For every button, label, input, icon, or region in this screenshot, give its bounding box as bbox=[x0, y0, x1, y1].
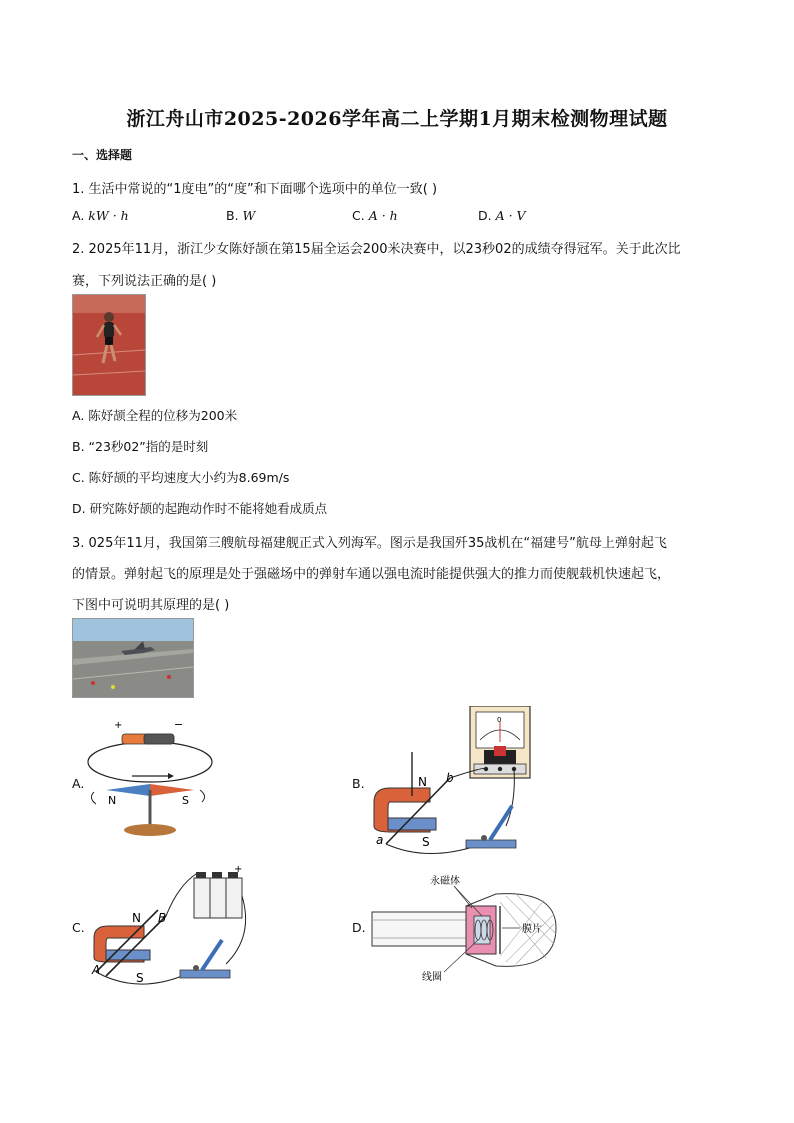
q1-stem: 1. 生活中常说的“1度电”的“度”和下面哪个选项中的单位一致( ) bbox=[72, 182, 438, 197]
q2-stem-line-2: 赛，下列说法正确的是( ) bbox=[72, 274, 217, 289]
compass-s-label: S bbox=[182, 794, 189, 807]
q1-option-d[interactable] bbox=[478, 208, 526, 223]
q2-option-d[interactable]: D. 研究陈妤颉的起跑动作时不能将她看成质点 bbox=[72, 501, 328, 516]
q3-stem-line-2: 的情景。弹射起飞的原理是处于强磁场中的弹射车通以强电流时能提供强大的推力而使舰载机快速起飞， bbox=[72, 567, 671, 582]
diagram-c-plus-label: + bbox=[234, 866, 243, 875]
q1-option-a-letter: A. bbox=[72, 208, 85, 223]
diagram-b-galvanometer-circuit bbox=[366, 706, 546, 862]
q1-option-a-text: kW · h bbox=[88, 208, 129, 223]
meter-zero-label: 0 bbox=[497, 716, 502, 724]
diagram-c-battery-rail-circuit bbox=[86, 866, 256, 994]
diagram-b-n-label: N bbox=[418, 775, 427, 789]
q1-option-b-letter: B. bbox=[226, 208, 239, 223]
diagram-b-b-label: b bbox=[446, 771, 454, 785]
page-title: 浙江舟山市2025-2026学年高二上学期1月期末检测物理试题 bbox=[126, 108, 668, 130]
q1-option-d-letter: D. bbox=[478, 208, 492, 223]
q2-option-a[interactable]: A. 陈妤颉全程的位移为200米 bbox=[72, 408, 238, 423]
diagram-d-label[interactable]: D. bbox=[352, 920, 366, 935]
q1-option-a[interactable] bbox=[72, 208, 129, 223]
battery-minus-label: − bbox=[174, 718, 184, 731]
q1-option-c-text: A · h bbox=[368, 208, 398, 223]
diaphragm-label: 膜片 bbox=[522, 924, 542, 935]
diagram-c-b-label: B bbox=[158, 911, 167, 925]
q1-option-d-text: A · V bbox=[495, 208, 526, 223]
diagram-c-a-label: A bbox=[92, 963, 101, 977]
coil-label: 线圈 bbox=[422, 972, 442, 983]
diagram-c-n-label: N bbox=[132, 911, 141, 925]
permanent-magnet-label: 永磁体 bbox=[430, 876, 460, 887]
section-heading: 一、选择题 bbox=[72, 148, 133, 162]
q2-stem-line-1: 2. 2025年11月，浙江少女陈妤颉在第15届全运会200米决赛中，以23秒02的成绩夺得冠军。关于此次比 bbox=[72, 242, 681, 257]
diagram-c-label[interactable]: C. bbox=[72, 920, 85, 935]
carrier-jet-photo bbox=[72, 618, 194, 698]
q2-option-c[interactable]: C. 陈妤颉的平均速度大小约为8.69m/s bbox=[72, 470, 290, 485]
battery-plus-label: + bbox=[114, 720, 123, 731]
diagram-a-label[interactable]: A. bbox=[72, 776, 85, 791]
compass-n-label: N bbox=[108, 794, 117, 807]
q3-stem-line-1: 3. 025年11月，我国第三艘航母福建舰正式入列海军。图示是我国歼35战机在“福建号”航母上弹射起飞 bbox=[72, 536, 667, 551]
q1-option-c[interactable] bbox=[352, 208, 398, 223]
q1-option-b-text: W bbox=[242, 208, 256, 223]
diagram-b-a-label: a bbox=[376, 833, 384, 847]
diagram-b-s-label: S bbox=[422, 835, 430, 849]
diagram-c-s-label: S bbox=[136, 971, 144, 985]
q1-option-b[interactable] bbox=[226, 208, 255, 223]
q2-option-b[interactable]: B. “23秒02”指的是时刻 bbox=[72, 439, 209, 454]
diagram-a-compass-wire bbox=[86, 712, 226, 848]
q3-stem-line-3: 下图中可说明其原理的是( ) bbox=[72, 598, 230, 613]
diagram-d-microphone bbox=[366, 872, 566, 988]
sprinter-photo bbox=[72, 294, 146, 396]
diagram-b-label[interactable]: B. bbox=[352, 776, 365, 791]
q1-option-c-letter: C. bbox=[352, 208, 365, 223]
